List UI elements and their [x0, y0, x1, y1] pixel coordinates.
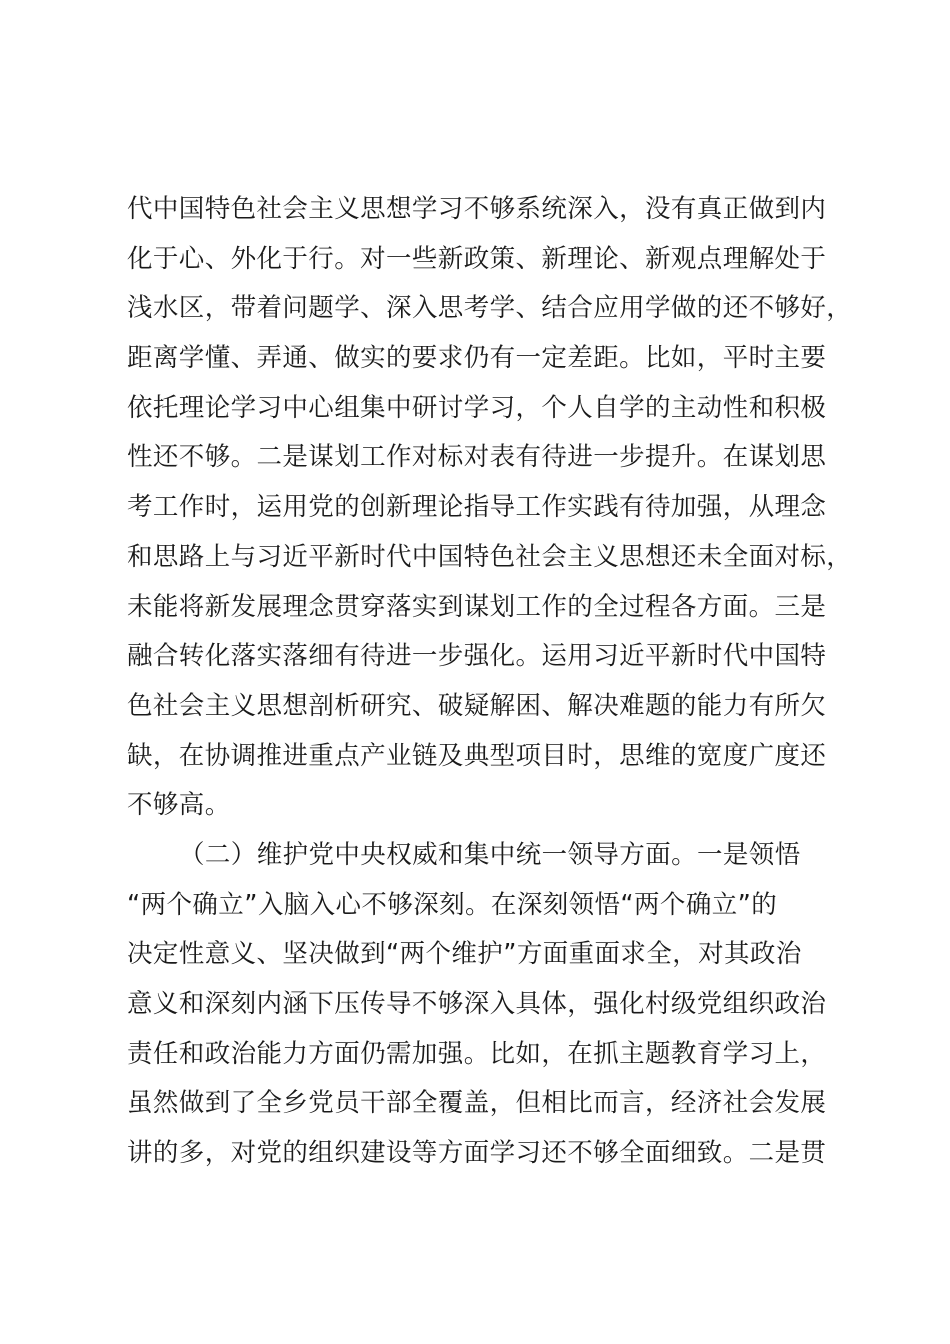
text-line: “两个确立”入脑入心不够深刻。在深刻领悟“两个确立”的 [127, 889, 778, 920]
text-line: 浅水区，带着问题学、深入思考学、结合应用学做的还不够好， [127, 293, 853, 324]
text-line: 化于心、外化于行。对一些新政策、新理论、新观点理解处于 [127, 243, 827, 274]
text-line: 考工作时，运用党的创新理论指导工作实践有待加强，从理念 [127, 492, 827, 523]
section-heading-line: （二）维护党中央权威和集中统一领导方面。一是领悟 [179, 839, 801, 870]
text-line: 虽然做到了全乡党员干部全覆盖，但相比而言，经济社会发展 [127, 1088, 827, 1119]
body-text [127, 185, 853, 1179]
text-line: 色社会主义思想剖析研究、破疑解困、解决难题的能力有所欠 [127, 690, 827, 721]
text-line: 缺，在协调推进重点产业链及典型项目时，思维的宽度广度还 [127, 740, 827, 771]
text-line: 性还不够。二是谋划工作对标对表有待进一步提升。在谋划思 [127, 442, 827, 473]
text-line: 融合转化落实落细有待进一步强化。运用习近平新时代中国特 [127, 641, 827, 672]
text-line: 未能将新发展理念贯穿落实到谋划工作的全过程各方面。三是 [127, 591, 827, 622]
text-line: 讲的多，对党的组织建设等方面学习还不够全面细致。二是贯 [127, 1138, 827, 1169]
text-line: 责任和政治能力方面仍需加强。比如，在抓主题教育学习上， [127, 1038, 827, 1069]
text-line: 意义和深刻内涵下压传导不够深入具体，强化村级党组织政治 [127, 989, 827, 1019]
text-line: 不够高。 [127, 790, 231, 821]
text-line: 距离学懂、弄通、做实的要求仍有一定差距。比如，平时主要 [127, 343, 827, 374]
text-line: 和思路上与习近平新时代中国特色社会主义思想还未全面对标， [127, 541, 853, 572]
text-line: 代中国特色社会主义思想学习不够系统深入，没有真正做到内 [127, 194, 827, 224]
text-line: 依托理论学习中心组集中研讨学习，个人自学的主动性和积极 [127, 392, 827, 423]
text-line: 决定性意义、坚决做到“两个维护”方面重面求全，对其政治 [127, 939, 802, 970]
